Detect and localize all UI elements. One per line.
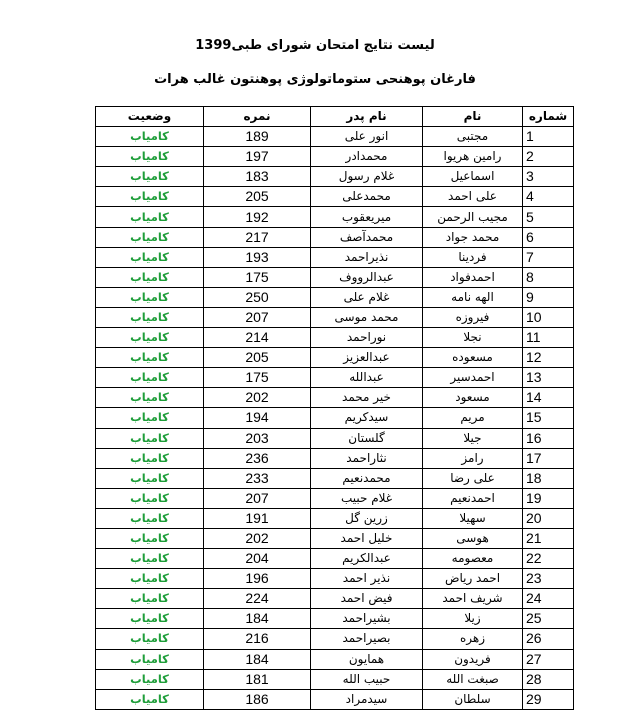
header-number: شماره — [523, 107, 574, 127]
cell-father-name: نوراحمد — [311, 328, 423, 348]
cell-score: 175 — [204, 267, 311, 287]
cell-status: کامیاب — [96, 689, 204, 709]
cell-father-name: سیدکریم — [311, 408, 423, 428]
cell-number: 22 — [523, 549, 574, 569]
table-row — [96, 167, 574, 187]
table-row — [96, 368, 574, 388]
cell-father-name: حبیب الله — [311, 669, 423, 689]
cell-score: 183 — [204, 167, 311, 187]
cell-score: 216 — [204, 629, 311, 649]
cell-name: صبغت الله — [423, 669, 523, 689]
table-row — [96, 508, 574, 528]
cell-score: 207 — [204, 307, 311, 327]
cell-status: کامیاب — [96, 589, 204, 609]
cell-status: کامیاب — [96, 167, 204, 187]
cell-number: 21 — [523, 528, 574, 548]
cell-number: 14 — [523, 388, 574, 408]
results-table-body — [96, 127, 574, 710]
cell-father-name: نثاراحمد — [311, 448, 423, 468]
table-row — [96, 307, 574, 327]
table-row — [96, 187, 574, 207]
cell-name: علی احمد — [423, 187, 523, 207]
cell-status: کامیاب — [96, 247, 204, 267]
results-table-header — [96, 107, 574, 127]
cell-father-name: محمدادر — [311, 147, 423, 167]
table-row — [96, 488, 574, 508]
table-row — [96, 127, 574, 147]
cell-number: 13 — [523, 368, 574, 388]
cell-name: هوسی — [423, 528, 523, 548]
table-row — [96, 468, 574, 488]
cell-score: 202 — [204, 528, 311, 548]
cell-name: محمد جواد — [423, 227, 523, 247]
cell-father-name: میریعقوب — [311, 207, 423, 227]
cell-father-name: فیض احمد — [311, 589, 423, 609]
cell-score: 217 — [204, 227, 311, 247]
cell-father-name: خلیل احمد — [311, 528, 423, 548]
cell-father-name: محمدعلی — [311, 187, 423, 207]
cell-status: کامیاب — [96, 669, 204, 689]
cell-status: کامیاب — [96, 368, 204, 388]
cell-father-name: همایون — [311, 649, 423, 669]
header-row — [96, 107, 574, 127]
table-row — [96, 207, 574, 227]
table-row — [96, 267, 574, 287]
table-row — [96, 348, 574, 368]
cell-score: 205 — [204, 187, 311, 207]
cell-status: کامیاب — [96, 388, 204, 408]
cell-score: 202 — [204, 388, 311, 408]
cell-number: 12 — [523, 348, 574, 368]
cell-number: 5 — [523, 207, 574, 227]
cell-father-name: خیر محمد — [311, 388, 423, 408]
cell-score: 181 — [204, 669, 311, 689]
table-row — [96, 629, 574, 649]
cell-status: کامیاب — [96, 428, 204, 448]
cell-status: کامیاب — [96, 488, 204, 508]
cell-father-name: سیدمراد — [311, 689, 423, 709]
cell-score: 205 — [204, 348, 311, 368]
cell-status: کامیاب — [96, 147, 204, 167]
cell-name: فردینا — [423, 247, 523, 267]
cell-name: نجلا — [423, 328, 523, 348]
cell-number: 28 — [523, 669, 574, 689]
cell-number: 8 — [523, 267, 574, 287]
table-row — [96, 589, 574, 609]
cell-score: 224 — [204, 589, 311, 609]
cell-number: 11 — [523, 328, 574, 348]
cell-father-name: نذیر احمد — [311, 569, 423, 589]
cell-status: کامیاب — [96, 267, 204, 287]
cell-status: کامیاب — [96, 207, 204, 227]
cell-father-name: زرین گل — [311, 508, 423, 528]
cell-number: 10 — [523, 307, 574, 327]
cell-number: 19 — [523, 488, 574, 508]
cell-name: جیلا — [423, 428, 523, 448]
results-table — [95, 106, 574, 710]
cell-score: 250 — [204, 287, 311, 307]
cell-score: 194 — [204, 408, 311, 428]
cell-name: مریم — [423, 408, 523, 428]
cell-score: 184 — [204, 609, 311, 629]
cell-number: 1 — [523, 127, 574, 147]
cell-status: کامیاب — [96, 468, 204, 488]
table-row — [96, 528, 574, 548]
cell-status: کامیاب — [96, 609, 204, 629]
cell-name: علی رضا — [423, 468, 523, 488]
table-row — [96, 669, 574, 689]
cell-father-name: عبدالله — [311, 368, 423, 388]
cell-status: کامیاب — [96, 328, 204, 348]
cell-name: مجیب الرحمن — [423, 207, 523, 227]
cell-score: 236 — [204, 448, 311, 468]
cell-status: کامیاب — [96, 287, 204, 307]
cell-status: کامیاب — [96, 187, 204, 207]
table-row — [96, 328, 574, 348]
cell-name: فیروزه — [423, 307, 523, 327]
cell-number: 20 — [523, 508, 574, 528]
cell-name: رامز — [423, 448, 523, 468]
cell-number: 29 — [523, 689, 574, 709]
cell-status: کامیاب — [96, 307, 204, 327]
cell-name: الهه نامه — [423, 287, 523, 307]
cell-father-name: بصیراحمد — [311, 629, 423, 649]
table-row — [96, 388, 574, 408]
cell-score: 193 — [204, 247, 311, 267]
cell-father-name: غلام رسول — [311, 167, 423, 187]
table-row — [96, 408, 574, 428]
cell-score: 175 — [204, 368, 311, 388]
cell-status: کامیاب — [96, 549, 204, 569]
header-father-name: نام پدر — [311, 107, 423, 127]
cell-name: احمد ریاض — [423, 569, 523, 589]
cell-number: 18 — [523, 468, 574, 488]
cell-father-name: نذیراحمد — [311, 247, 423, 267]
cell-status: کامیاب — [96, 528, 204, 548]
cell-name: مسعود — [423, 388, 523, 408]
cell-father-name: گلستان — [311, 428, 423, 448]
cell-score: 189 — [204, 127, 311, 147]
header-score: نمره — [204, 107, 311, 127]
cell-score: 207 — [204, 488, 311, 508]
table-row — [96, 448, 574, 468]
cell-name: شریف احمد — [423, 589, 523, 609]
cell-father-name: عبدالعزیز — [311, 348, 423, 368]
cell-father-name: عبدالرووف — [311, 267, 423, 287]
cell-score: 191 — [204, 508, 311, 528]
cell-number: 15 — [523, 408, 574, 428]
cell-number: 17 — [523, 448, 574, 468]
cell-name: مجتبی — [423, 127, 523, 147]
cell-name: سهیلا — [423, 508, 523, 528]
cell-score: 203 — [204, 428, 311, 448]
cell-number: 6 — [523, 227, 574, 247]
table-row — [96, 287, 574, 307]
table-row — [96, 147, 574, 167]
cell-score: 196 — [204, 569, 311, 589]
cell-score: 197 — [204, 147, 311, 167]
table-row — [96, 549, 574, 569]
cell-father-name: عبدالکریم — [311, 549, 423, 569]
cell-father-name: محمدآصف — [311, 227, 423, 247]
cell-father-name: غلام علی — [311, 287, 423, 307]
cell-score: 204 — [204, 549, 311, 569]
cell-status: کامیاب — [96, 227, 204, 247]
table-row — [96, 247, 574, 267]
header-name: نام — [423, 107, 523, 127]
cell-name: احمدسیر — [423, 368, 523, 388]
cell-father-name: محمد موسی — [311, 307, 423, 327]
cell-number: 25 — [523, 609, 574, 629]
cell-name: اسماعیل — [423, 167, 523, 187]
table-row — [96, 428, 574, 448]
cell-father-name: غلام حبیب — [311, 488, 423, 508]
cell-name: فریدون — [423, 649, 523, 669]
cell-status: کامیاب — [96, 649, 204, 669]
cell-status: کامیاب — [96, 508, 204, 528]
cell-status: کامیاب — [96, 569, 204, 589]
cell-number: 26 — [523, 629, 574, 649]
cell-name: رامین هریوا — [423, 147, 523, 167]
cell-status: کامیاب — [96, 127, 204, 147]
table-row — [96, 689, 574, 709]
cell-name: زیلا — [423, 609, 523, 629]
cell-number: 27 — [523, 649, 574, 669]
cell-number: 4 — [523, 187, 574, 207]
cell-number: 24 — [523, 589, 574, 609]
table-row — [96, 569, 574, 589]
cell-father-name: انور علی — [311, 127, 423, 147]
cell-number: 3 — [523, 167, 574, 187]
cell-status: کامیاب — [96, 448, 204, 468]
cell-number: 9 — [523, 287, 574, 307]
cell-status: کامیاب — [96, 408, 204, 428]
cell-score: 233 — [204, 468, 311, 488]
table-row — [96, 609, 574, 629]
cell-name: احمدفواد — [423, 267, 523, 287]
document-subtitle: فارغان پوهنحی ستوماتولوژی پوهنتون غالب هرات — [154, 72, 476, 87]
cell-score: 186 — [204, 689, 311, 709]
table-row — [96, 227, 574, 247]
cell-name: سلطان — [423, 689, 523, 709]
header-status: وضعیت — [96, 107, 204, 127]
cell-number: 16 — [523, 428, 574, 448]
cell-number: 23 — [523, 569, 574, 589]
cell-father-name: بشیراحمد — [311, 609, 423, 629]
cell-name: معصومه — [423, 549, 523, 569]
cell-name: زهره — [423, 629, 523, 649]
cell-number: 7 — [523, 247, 574, 267]
cell-name: مسعوده — [423, 348, 523, 368]
cell-father-name: محمدنعیم — [311, 468, 423, 488]
cell-name: احمدنعیم — [423, 488, 523, 508]
table-row — [96, 649, 574, 669]
cell-status: کامیاب — [96, 348, 204, 368]
cell-score: 214 — [204, 328, 311, 348]
document-title: لیست نتایج امتحان شورای طبی1399 — [195, 38, 435, 53]
cell-status: کامیاب — [96, 629, 204, 649]
cell-score: 192 — [204, 207, 311, 227]
cell-number: 2 — [523, 147, 574, 167]
cell-score: 184 — [204, 649, 311, 669]
